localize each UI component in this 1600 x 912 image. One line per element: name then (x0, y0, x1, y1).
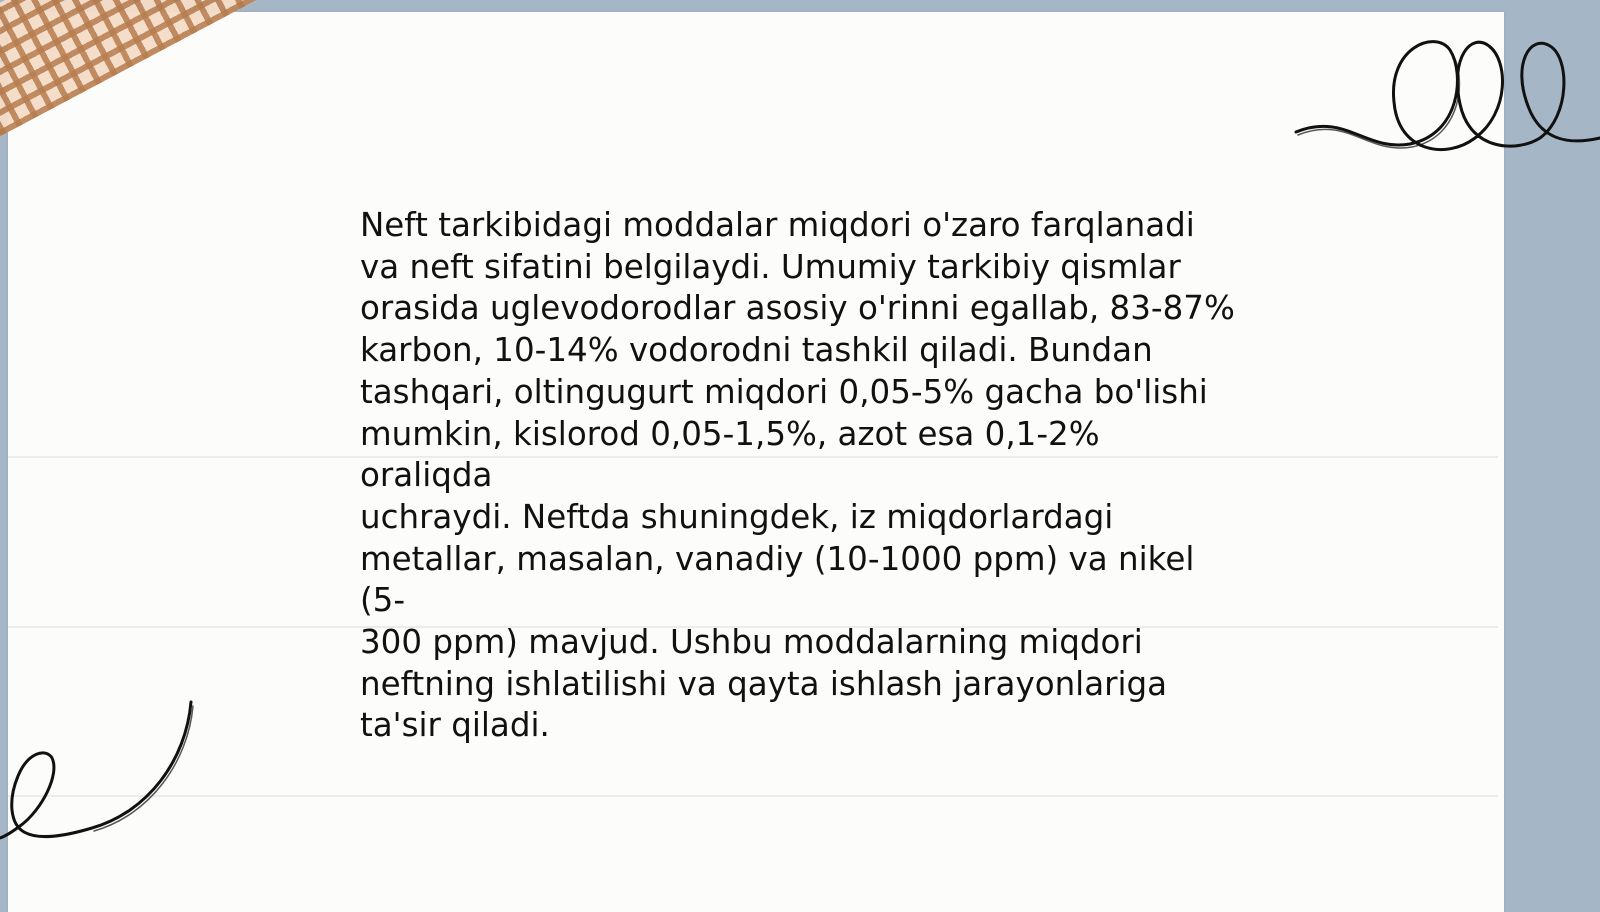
bottom-left-squiggle-icon (0, 696, 200, 846)
body-paragraph: Neft tarkibidagi moddalar miqdori o'zaro farqlanadi va neft sifatini belgilaydi. Umumiy tarkibiy qismlar orasida uglevodorodlar asosiy o'rinni egallab, 83-87% karbon, 10-14% vodorodni tashkil qiladi. Bundan tashqari, oltingugurt miqdori 0,05-5% gacha bo'lishi mumkin, kislorod 0,05-1,5%, azot esa 0,1-2% oraliqda uchraydi. Neftda shuningdek, iz miqdorlardagi metallar, masalan, vanadiy (10-1000 ppm) va nikel (5- 300 ppm) mavjud. Ushbu moddalarning miqdori neftning ishlatilishi va qayta ishlash jarayonlariga ta'sir qiladi. (360, 206, 1235, 745)
top-right-squiggle-icon (1290, 34, 1600, 164)
paper-rule-line (8, 795, 1498, 797)
